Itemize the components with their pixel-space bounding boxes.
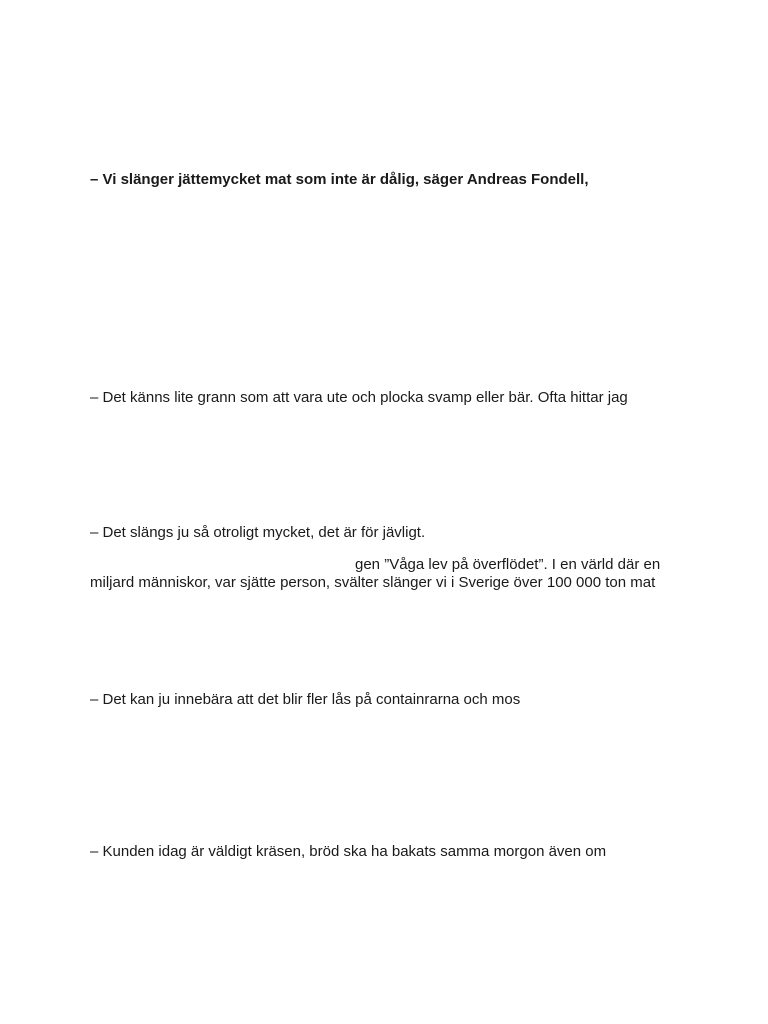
paragraph-fragment-miljard: miljard människor, var sjätte person, svälter slänger vi i Sverige över 100 000 ton mat	[90, 574, 656, 591]
quote-slangs-mycket: – Det slängs ju så otroligt mycket, det är för jävligt.	[90, 524, 426, 541]
quote-las-pa-containrarna: – Det kan ju innebära att det blir fler lås på containrarna och mos	[90, 691, 521, 708]
quote-kunden-krasen: – Kunden idag är väldigt kräsen, bröd ska ha bakats samma morgon även om	[90, 843, 607, 860]
quote-plocka-svamp: – Det känns lite grann som att vara ute och plocka svamp eller bär. Ofta hittar jag	[90, 389, 628, 406]
quote-andreas-fondell: – Vi slänger jättemycket mat som inte är dålig, säger Andreas Fondell,	[90, 171, 589, 188]
paragraph-fragment-vaga-lev: gen ”Våga lev på överflödet”. I en värld där en	[355, 556, 661, 573]
